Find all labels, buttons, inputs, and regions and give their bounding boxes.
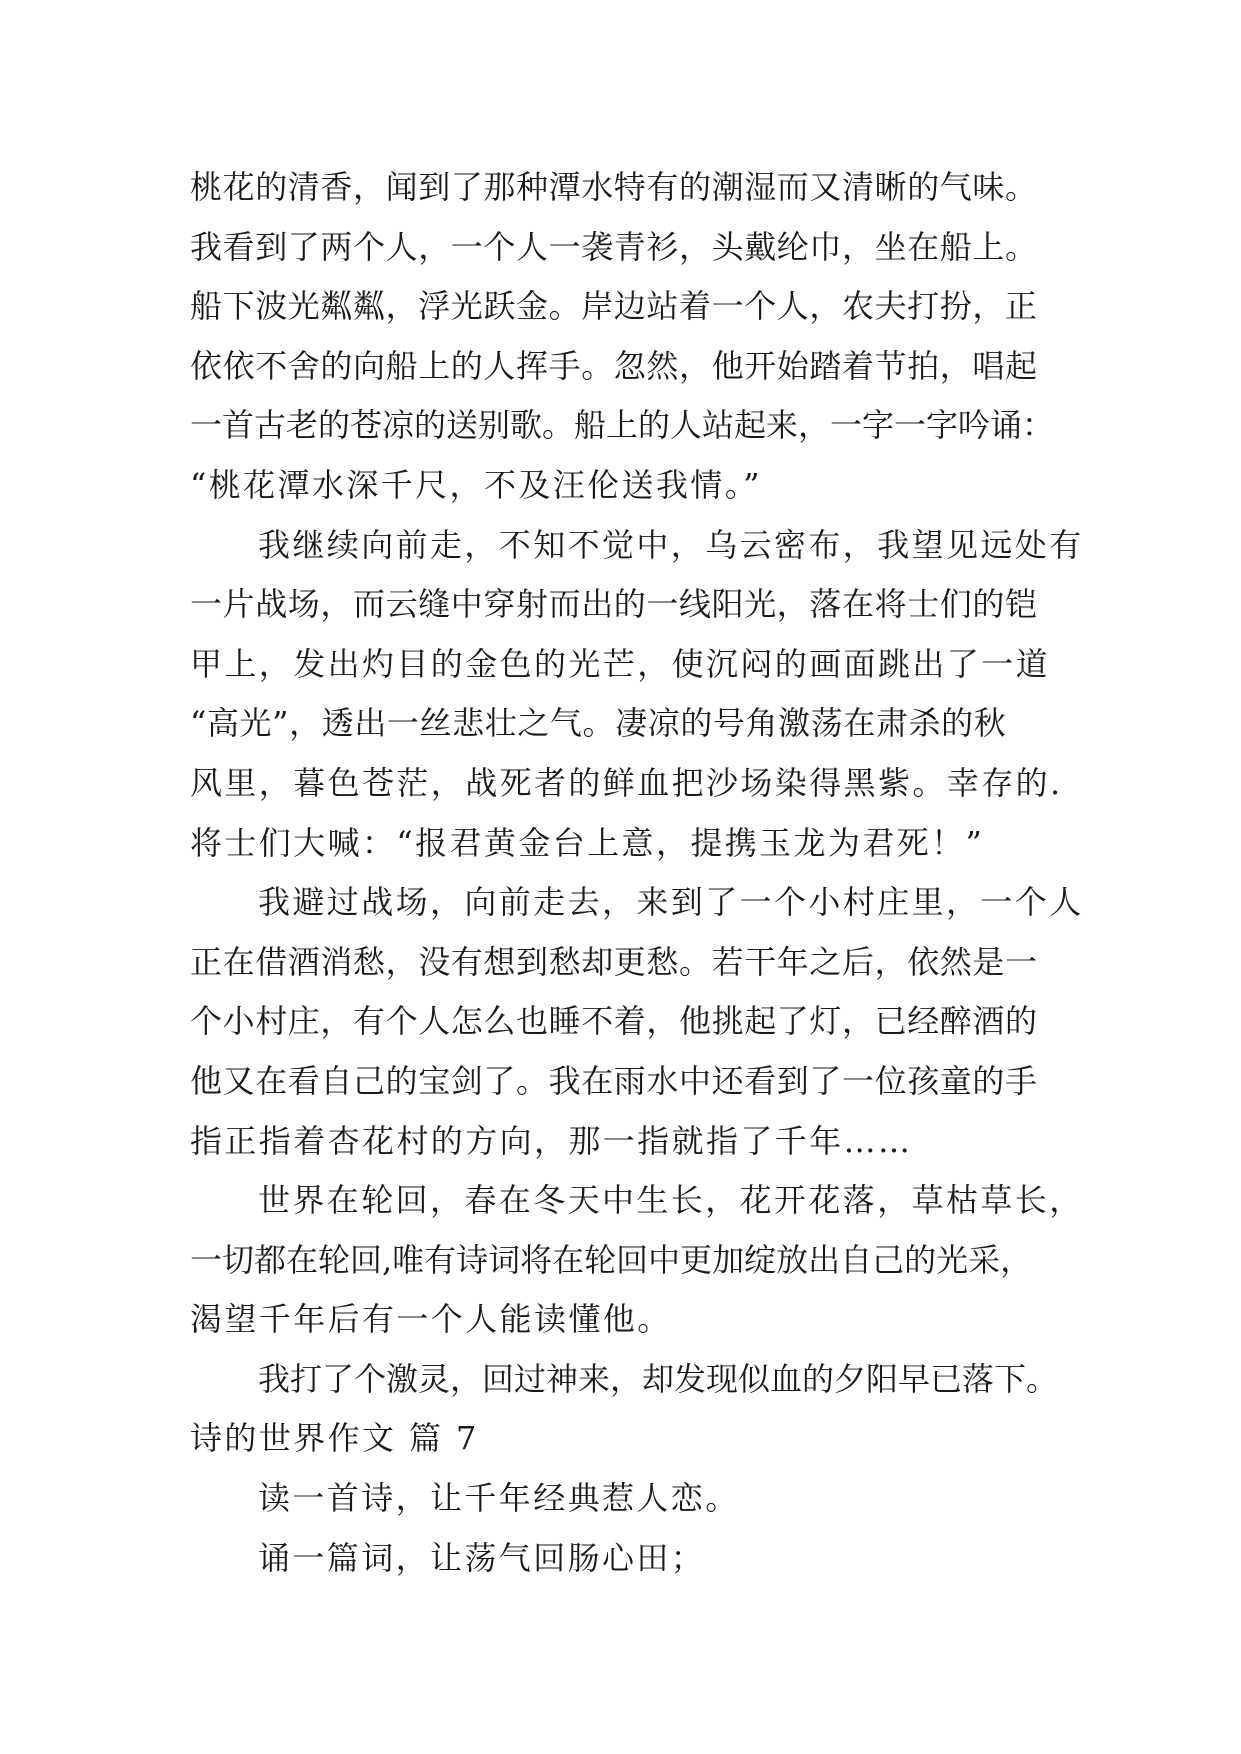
- text-line: 船下波光粼粼，浮光跃金。岸边站着一个人，农夫打扮，正: [190, 287, 1038, 326]
- text-line: 诗的世界作文 篇 7: [190, 1419, 479, 1458]
- text-line: 桃花的清香，闻到了那种潭水特有的潮湿而又清晰的气味。: [190, 168, 1038, 206]
- text-line: 读一首诗，让千年经典惹人恋。: [258, 1479, 740, 1518]
- text-line: 一切都在轮回,唯有诗词将在轮回中更加绽放出自己的光采，: [190, 1240, 1033, 1279]
- text-line: 我避过战场，向前走去，来到了一个小村庄里，一个人: [258, 883, 1084, 922]
- text-line: 渴望千年后有一个人能读懂他。: [190, 1300, 672, 1339]
- text-line: 我继续向前走，不知不觉中，乌云密布，我望见远处有: [258, 525, 1084, 564]
- document-body: [190, 158, 1084, 1588]
- text-line: 我看到了两个人，一个人一袭青衫，头戴纶巾，坐在船上。: [190, 227, 1038, 266]
- text-line: 他又在看自己的宝剑了。我在雨水中还看到了一位孩童的手: [190, 1061, 1038, 1100]
- text-line: 个小村庄，有个人怎么也睡不着，他挑起了灯，已经醉酒的: [190, 1002, 1038, 1041]
- text-line: 世界在轮回，春在冬天中生长，花开花落，草枯草长，: [258, 1181, 1084, 1220]
- text-line: 一首古老的苍凉的送别歌。船上的人站起来，一字一字吟诵：: [190, 406, 1055, 445]
- text-line: 甲上，发出灼目的金色的光芒，使沉闷的画面跳出了一道: [190, 644, 1051, 683]
- text-line: 诵一篇词，让荡气回肠心田；: [258, 1538, 706, 1577]
- text-line: 我打了个激灵，回过神来，却发现似血的夕阳早已落下。: [258, 1359, 1059, 1398]
- text-line: “桃花潭水深千尺，不及汪伦送我情。”: [190, 465, 762, 504]
- text-line: 将士们大喊：“报君黄金台上意，提携玉龙为君死！”: [190, 823, 985, 862]
- text-line: 正在借酒消愁，没有想到愁却更愁。若干年之后，依然是一: [190, 942, 1038, 981]
- text-line: 指正指着杏花村的方向，那一指就指了千年……: [190, 1121, 913, 1160]
- text-line: 依依不舍的向船上的人挥手。忽然，他开始踏着节拍，唱起: [190, 346, 1038, 385]
- text-line: 风里，暮色苍茫，战死者的鲜血把沙场染得黑紫。幸存的.: [190, 763, 1063, 802]
- text-line: “高光”，透出一丝悲壮之气。凄凉的号角激荡在肃杀的秋: [190, 704, 1007, 743]
- text-line: 一片战场，而云缝中穿射而出的一线阳光，落在将士们的铠: [190, 585, 1038, 624]
